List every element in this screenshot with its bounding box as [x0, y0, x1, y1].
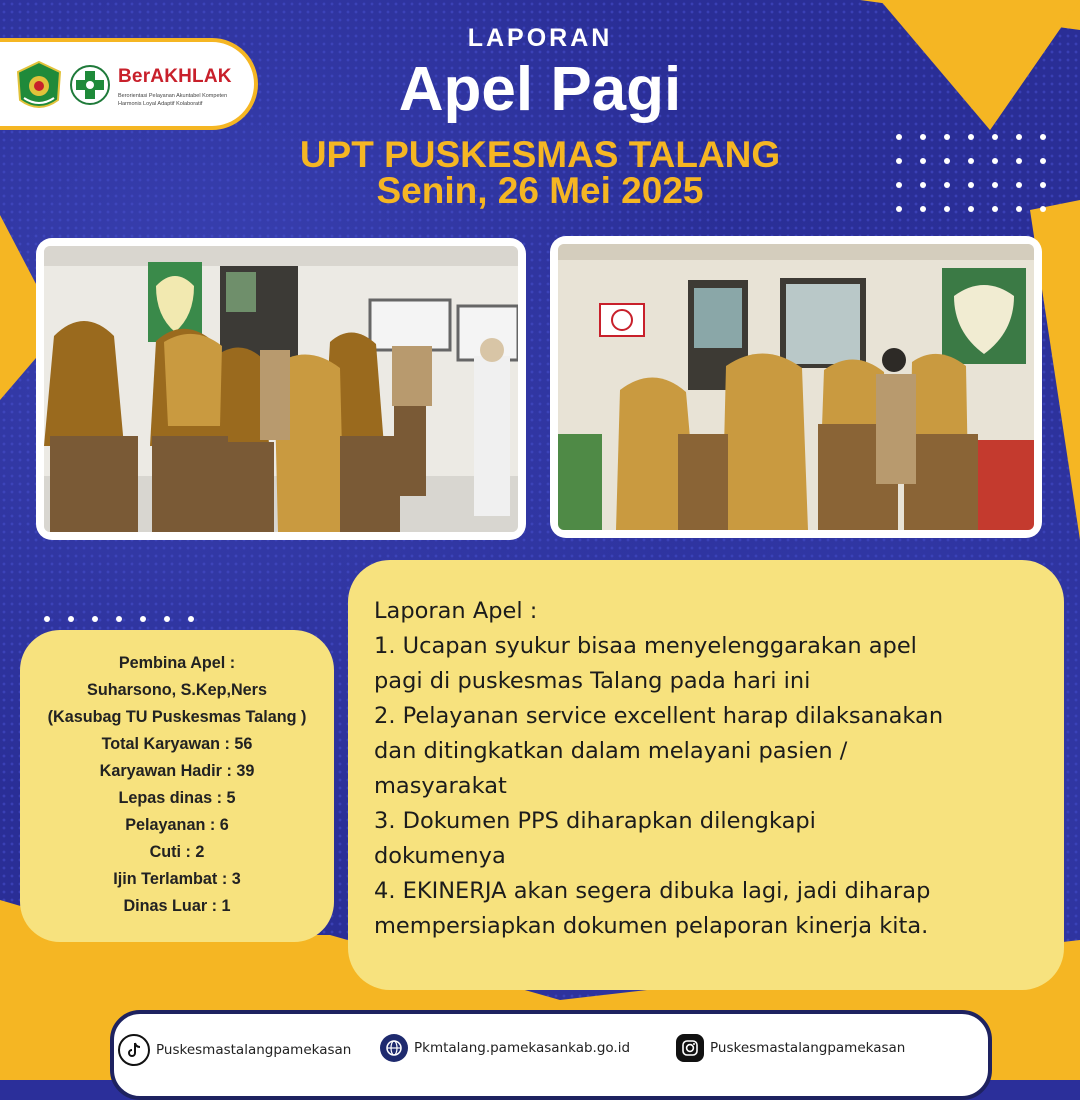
- report-line: 2. Pelayanan service excellent harap dilaksanakan: [374, 703, 944, 729]
- assembly-photo-left: [36, 238, 526, 540]
- footer-tiktok[interactable]: [118, 1034, 351, 1066]
- stats-line: Ijin Terlambat : 3: [113, 870, 241, 888]
- brand-tagline: Berorientasi Pelayanan Akuntabel Kompeten Harmonis Loyal Adaptif Kolaboratif: [118, 93, 228, 107]
- page-title: Apel Pagi: [398, 55, 682, 124]
- report-line: 3. Dokumen PPS diharapkan dilengkapi: [374, 808, 816, 834]
- footer-contact-bar: [110, 1010, 992, 1100]
- brand-name: BerAKHLAK: [118, 66, 232, 87]
- stats-line: Cuti : 2: [149, 843, 205, 861]
- report-line: Laporan Apel :: [374, 598, 538, 624]
- tiktok-handle: Puskesmastalangpamekasan: [156, 1042, 352, 1058]
- report-line: masyarakat: [374, 773, 507, 799]
- report-line: pagi di puskesmas Talang pada hari ini: [374, 668, 811, 694]
- attendance-summary-panel: [20, 630, 334, 942]
- footer-website[interactable]: [380, 1034, 630, 1062]
- report-line: dokumenya: [374, 843, 506, 869]
- stats-line: Total Karyawan : 56: [101, 735, 253, 753]
- stats-line: Lepas dinas : 5: [118, 789, 236, 807]
- tiktok-icon: [118, 1034, 150, 1066]
- instagram-icon: [676, 1034, 704, 1062]
- stats-line: Pembina Apel :: [118, 654, 236, 672]
- report-kicker: LAPORAN: [467, 24, 613, 52]
- website-url: Pkmtalang.pamekasankab.go.id: [414, 1040, 631, 1056]
- institution-name: UPT PUSKESMAS TALANG: [299, 134, 781, 175]
- stats-line: Suharsono, S.Kep,Ners: [87, 681, 267, 699]
- stats-line: (Kasubag TU Puskesmas Talang ): [47, 708, 307, 726]
- decor-dot-row: [44, 616, 194, 622]
- report-line: 4. EKINERJA akan segera dibuka lagi, jadi diharap: [374, 878, 931, 904]
- stats-line: Dinas Luar : 1: [123, 897, 231, 915]
- decor-dot-grid: [896, 134, 1046, 212]
- instagram-handle: Puskesmastalangpamekasan: [710, 1040, 906, 1056]
- report-line: dan ditingkatkan dalam melayani pasien /: [374, 738, 848, 764]
- report-line: mempersiapkan dokumen pelaporan kinerja kita.: [374, 913, 929, 939]
- stats-line: Pelayanan : 6: [125, 816, 229, 834]
- staff-assembly-photo-2: [558, 244, 1034, 530]
- report-content-panel: [348, 560, 1064, 990]
- stats-line: Karyawan Hadir : 39: [99, 762, 255, 780]
- globe-icon: [380, 1034, 408, 1062]
- staff-assembly-photo-1: [44, 246, 518, 532]
- assembly-photo-right: [550, 236, 1042, 538]
- footer-instagram[interactable]: [676, 1034, 905, 1062]
- report-date: Senin, 26 Mei 2025: [376, 170, 704, 211]
- report-line: 1. Ucapan syukur bisaa menyelenggarakan apel: [374, 633, 917, 659]
